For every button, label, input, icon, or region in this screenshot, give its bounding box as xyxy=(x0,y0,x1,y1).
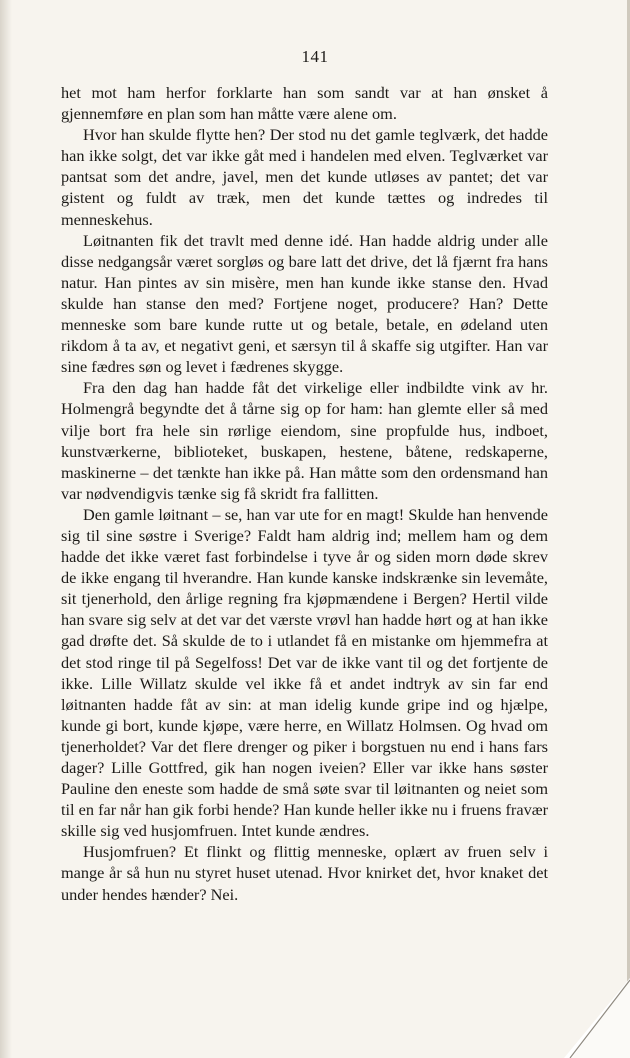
body-text xyxy=(61,82,548,905)
paragraph-6: Husjomfruen? Et flinkt og flittig menneske, oplært av fruen selv i mange år så hun nu styret huset utenad. Hvor knirket det, hvor knaket det under hendes hænder? Nei. xyxy=(61,842,548,904)
page-number: 141 xyxy=(301,47,329,66)
paragraph-2: Hvor han skulde flytte hen? Der stod nu det gamle teglværk, det hadde han ikke solgt, det var ikke gåt med i handelen med elven. Teglværket var pantsat som det andre, javel, men det kunde utløses av pantet; det var gistent og fuldt av træk, men det kunde tættes og indredes til menneskehus. xyxy=(61,125,548,229)
page-corner-fold xyxy=(564,978,630,1058)
page-edge-shadow xyxy=(0,0,12,1058)
paragraph-5: Den gamle løitnant – se, han var ute for en magt! Skulde han henvende sig til sine søstre i Sverige? Faldt ham aldrig ind; mellem ham og dem hadde det ikke været fast forbindelse i tyve år og siden morn døde skrev de ikke engang til hverandre. Han kunde kanske indskrænke sin levemåte, sit tjenerhold, den årlige regning fra kjøpmændene i Bergen? Hertil vilde han svare sig selv at det var det værste vrøvl han hadde hørt og at han ikke gad drøfte det. Så skulde de to i utlandet få en mistanke om hjemmefra at det stod ringe til på Segelfoss! Det var de ikke vant til og det fortjente de ikke. Lille Willatz skulde vel ikke få et andet indtryk av sin far end løitnanten hadde fåt av sin: at man idelig kunde gripe ind og hjælpe, kunde gi bort, kunde kjøpe, være herre, en Willatz Holmsen. Og hvad om tjenerholdet? Var det flere drenger og piker i borgstuen nu end i hans fars dager? Lille Gottfred, gik han nogen iveien? Eller var ikke hans søster Pauline den eneste som hadde de små søte svar til løitnanten og neiet som til en far når han gik forbi hende? Han kunde heller ikke nu i fruens fravær skille sig ved husjomfruen. Intet kunde ændres. xyxy=(61,504,548,841)
paragraph-3: Løitnanten fik det travlt med denne idé. Han hadde aldrig under alle disse nedgangsår været sorgløs og bare latt det drive, det lå fjærnt fra hans natur. Han pintes av sin misère, men han kunde ikke stanse den. Hvad skulde han stanse den med? Fortjene noget, producere? Han? Dette menneske som bare kunde rutte ut og betale, betale, en ødeland uten rikdom å ta av, et negativt geni, et særsyn til å skaffe sig utgifter. Han var sine fædres søn og levet i fædrenes skygge. xyxy=(61,230,548,377)
paragraph-4: Fra den dag han hadde fåt det virkelige eller indbildte vink av hr. Holmengrå begyndte det å tårne sig op for ham: han glemte eller så med vilje bort fra hele sin rørlige eiendom, sine propfulde hus, indboet, kunstværkerne, biblioteket, buskapen, hestene, båtene, redskaperne, maskinerne – det tænkte han ikke på. Han måtte som den ordensmand han var nødvendigvis tænke sig få skridt fra fallitten. xyxy=(61,378,548,503)
paragraph-1: het mot ham herfor forklarte han som sandt var at han ønsket å gjennemføre en plan som han måtte være alene om. xyxy=(61,83,548,124)
